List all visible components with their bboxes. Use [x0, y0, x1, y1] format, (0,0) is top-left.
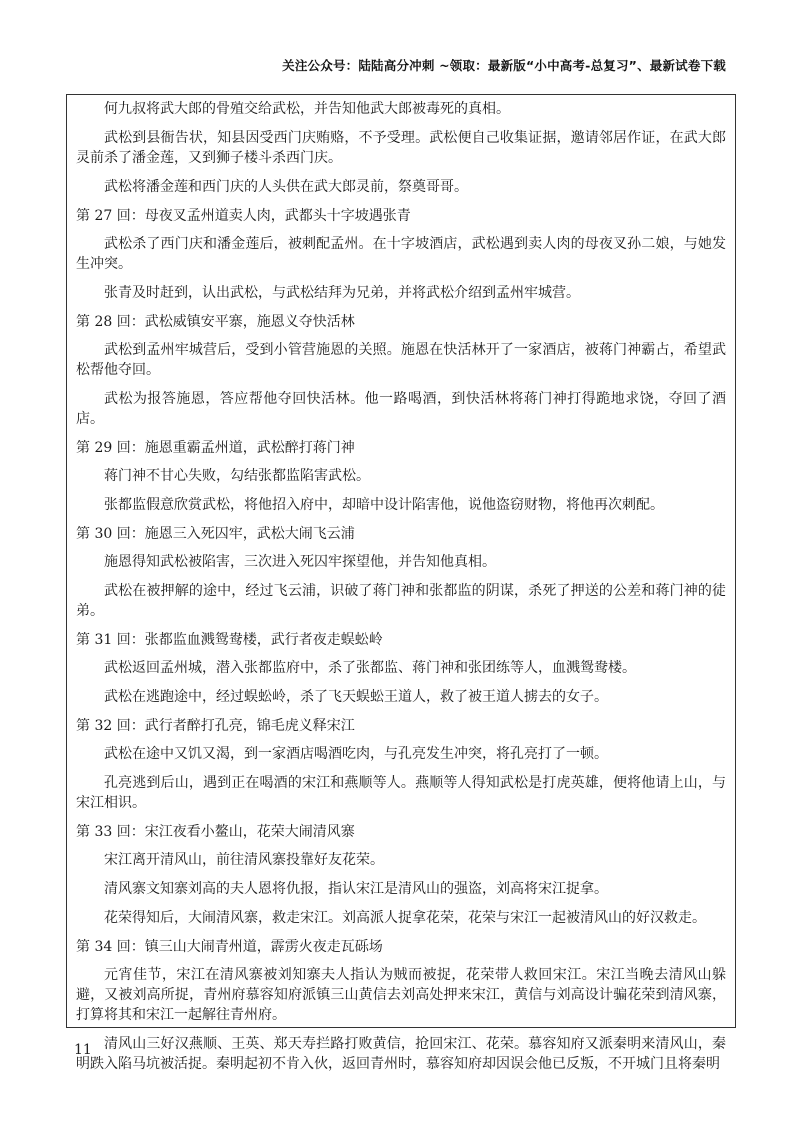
paragraph: 武松到县衙告状，知县因受西门庆贿赂，不予受理。武松便自己收集证据，邀请邻居作证，在武大郎灵前杀了潘金莲，又到狮子楼斗杀西门庆。	[76, 130, 726, 166]
paragraph: 武松杀了西门庆和潘金莲后，被刺配孟州。在十字坡酒店，武松遇到卖人肉的母夜叉孙二娘，与她发生冲突。	[76, 236, 726, 272]
paragraph: 何九叔将武大郎的骨殖交给武松，并告知他武大郎被毒死的真相。	[104, 101, 510, 117]
paragraph: 武松在被押解的途中，经过飞云浦，识破了蒋门神和张都监的阴谋，杀死了押送的公差和蒋门神的徒弟。	[76, 583, 726, 619]
paragraph: 蒋门神不甘心失败，勾结张都监陷害武松。	[104, 468, 370, 484]
chapter-heading: 第 29 回：施恩重霸孟州道，武松醉打蒋门神	[76, 440, 355, 456]
paragraph: 施恩得知武松被陷害，三次进入死囚牢探望他，并告知他真相。	[104, 554, 496, 570]
chapter-heading: 第 31 回：张都监血溅鸳鸯楼，武行者夜走蜈蚣岭	[76, 632, 383, 648]
paragraph: 张都监假意欣赏武松，将他招入府中，却暗中设计陷害他，说他盗窃财物，将他再次刺配。	[104, 497, 664, 513]
paragraph: 武松到孟州牢城营后，受到小管营施恩的关照。施恩在快活林开了一家酒店，被蒋门神霸占，希望武松帮他夺回。	[76, 342, 726, 378]
paragraph: 宋江离开清风山，前往清风寨投靠好友花荣。	[104, 852, 384, 868]
chapter-heading: 第 27 回：母夜叉孟州道卖人肉，武都头十字坡遇张青	[76, 208, 411, 224]
paragraph: 武松返回孟州城，潜入张都监府中，杀了张都监、蒋门神和张团练等人，血溅鸳鸯楼。	[104, 660, 636, 676]
chapter-heading: 第 28 回：武松威镇安平寨，施恩义夺快活林	[76, 314, 355, 330]
paragraph: 武松将潘金莲和西门庆的人头供在武大郎灵前，祭奠哥哥。	[104, 179, 468, 195]
paragraph: 武松在途中又饥又渴，到一家酒店喝酒吃肉，与孔亮发生冲突，将孔亮打了一顿。	[104, 746, 608, 762]
paragraph: 元宵佳节，宋江在清风寨被刘知寨夫人指认为贼而被捉，花荣带人救回宋江。宋江当晚去清风山躲避，又被刘高所捉，青州府慕容知府派镇三山黄信去刘高处押来宋江，黄信与刘高设计骗花荣到清风寨，打算将其和宋江一起解往青州府。	[76, 967, 726, 1023]
paragraph: 孔亮逃到后山，遇到正在喝酒的宋江和燕顺等人。燕顺等人得知武松是打虎英雄，便将他请上山，与宋江相识。	[76, 775, 726, 811]
chapter-heading: 第 32 回：武行者醉打孔亮，锦毛虎义释宋江	[76, 718, 355, 734]
page-header: 关注公众号：陆陆高分冲刺 ~领取：最新版“小中高考-总复习”、最新试卷下载	[282, 58, 726, 73]
paragraph: 张青及时赶到，认出武松，与武松结拜为兄弟，并将武松介绍到孟州牢城营。	[104, 285, 580, 301]
paragraph: 武松为报答施恩，答应帮他夺回快活林。他一路喝酒，到快活林将蒋门神打得跪地求饶，夺回了酒店。	[76, 391, 726, 427]
chapter-heading: 第 30 回：施恩三入死囚牢，武松大闹飞云浦	[76, 526, 355, 542]
chapter-heading: 第 33 回：宋江夜看小鳌山，花荣大闹清风寨	[76, 824, 355, 840]
paragraph: 武松在逃跑途中，经过蜈蚣岭，杀了飞天蜈蚣王道人，救了被王道人掳去的女子。	[104, 689, 608, 705]
chapter-heading: 第 34 回：镇三山大闹青州道，霹雳火夜走瓦砾场	[76, 939, 383, 955]
paragraph: 清风寨文知寨刘高的夫人恩将仇报，指认宋江是清风山的强盗，刘高将宋江捉拿。	[104, 881, 608, 897]
paragraph: 花荣得知后，大闹清风寨，救走宋江。刘高派人捉拿花荣，花荣与宋江一起被清风山的好汉救走。	[104, 910, 706, 926]
page-number: 11	[74, 1042, 92, 1058]
paragraph: 清风山三好汉燕顺、王英、郑天寿拦路打败黄信，抢回宋江、花荣。慕容知府又派秦明来清风山，秦明跌入陷马坑被活捉。秦明起初不肯入伙，返回青州时，慕容知府却因误会他已反叛，不开城门且将秦明	[76, 1036, 726, 1072]
